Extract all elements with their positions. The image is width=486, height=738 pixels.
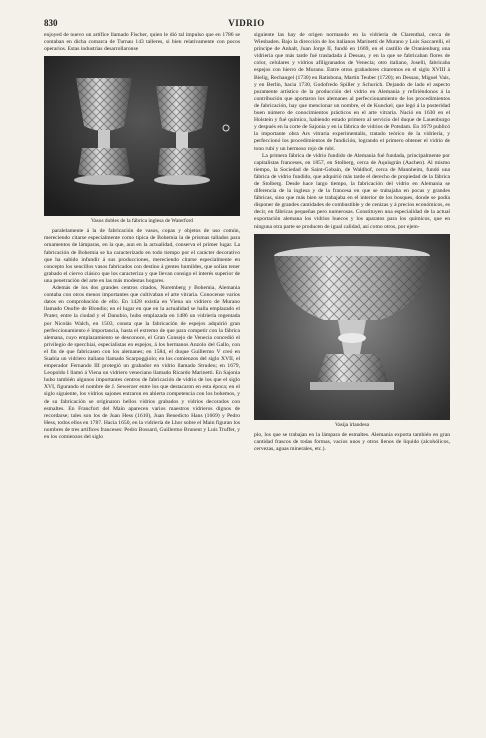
left-paragraph-1: paralelamente á la de fabricación de vasos, copas y objetos de uso común, mereciendo citarse especialmente como típica de Bohemia la de prismas tallados para ornamentos de lámparas, en la que, aun en la actualidad, conserva el primer lugar. La fabricación de Bohemia se ha caracterizado en todo tiempo por el carácter decorativo que ha sabido infundir á sus producciones, mereciendo citarse especialmente en concepto los sencillos vasos fabricados con destino á gentes humildes, que solían tener grabado el ciervo clásico que los caracteriza y que llevan consigo el interés superior de una penetración del arte en las más modestas hogares. xyxy=(44,228,240,284)
left-intro-paragraph: enjoyed de nuevo un artífice llamado Fischer, quien le dió tal impulso que en 1786 se contaban en dicha comarca de Turnau 143 talleres, si bien relativamente con pocos operarios. Estas industrias desarrollaronse xyxy=(44,32,240,53)
page-number: 830 xyxy=(44,18,58,28)
page-header xyxy=(44,18,449,32)
right-tail-paragraph: plo, los que se trabajan en la lámpara de esmaltes. Alemania exporta también en gran cantidad frascos de todas formas, vacíos unos y otros llenos de líquido (alcohólicos, cervezas, aguas minerales, etc.). xyxy=(254,431,450,452)
running-title: VIDRIO xyxy=(228,18,265,28)
waterford-glasses-photo xyxy=(44,56,240,216)
right-column xyxy=(254,32,450,453)
irish-vase-illustration xyxy=(254,234,450,420)
waterford-glasses-illustration xyxy=(44,56,240,216)
left-paragraph-2: Además de los dos grandes centros citados, Nuremberg y Bohemia, Alemania contaba con otros menos importantes que cultivaban el arte vitraria. Conocense varios datos en comprobación de ello. En 1428 existía en Viena un vidriero de Murano llamado Onofre de Blondio; en el lugar en que en la actualidad se halla emplazado el Prater, entre la ciudad y el Danubio, hubo emplazada en 1486 un vidriería regentada por Nicolás Walch, en 1503, consta que la fabricación de espejos adquirió gran perfeccionamiento é importancia, hasta el extremo de que para competir con la fábrica alemana, cuyo emplazamiento se desconoce, el Gran Consejo de Venecia concedió el privilegio de specchiai, especialistas en espejos, á los hermanos Anzolo del Gallo, con el fin de que fabricasen con los alemanes; en 1584, el duque Guillermo V creó en Suabia un vidriero italiano llamado Scarpoggiolo; en los comienzos del siglo XVII, el emperador Fernando III protegió un grabador en vidrio llamado Strudeu; en 1679, Leopoldo I llamó á Viena un vidriero veneciano llamado Ricardo Marinetti. En Sajonia hubo también algunos importantes centros de fabricación de vidrio de los que el siglo XVI, figurando el nombre de J. Sewerzer entre los que destacaron en esta época; en el siglo siguiente, los vidrios sajones entraron en abierta competencia con los bohemos, y de su fabricación se originaron bellos vidrios grabados y vidrios decorados con esmaltes. En Francfort del Main aparecen varios maestros vidrieros dignos de recordarse; tales son los de Juan Hess (1610), Juan Benedicto Hans (1669) y Pedro Hess, todos ellos en 1787. Hacia 1650, en la vidriería de Lhor sobre el Main figuran los nombres de tres artífices franceses: Pedro Bossard, Guillermo Brunent y Luis Truffet, y en los comienzos del siglo xyxy=(44,285,240,440)
right-paragraph-2: La primera fábrica de vidrio fundido de Alemania fué fundada, principalmente por capitalistas franceses, en 1857, en Stolberg, cerca de Aquisgrán (Aachen). Al mismo tiempo, la Sociedad de Saint-Gobain, de Waldhof, cerca de Mannheim, fundó una fábrica de vidrio fundido, que adquirió más tarde el derecho de propiedad de la fábrica de Stolberg. Desde hace largo tiempo, la fabricación del vidrio en Alemania se diferencia de la inglesa y de la francesa en que se trabajaba en pocas y grandes fábricas, sino que más bien se trabajaba en el interior de los bosques, donde se podía disponer de grandes cantidades de combustible y de cenizas y á precios económicos, es decir, en fábricas pequeñas pero numerosas. Constituyen una especialidad de la actual exportación alemana los vidrios huecos y los aparatos para los químicos, que en ninguna otra parte se producen de igual calidad, así como otros, por ejem- xyxy=(254,152,450,230)
right-paragraph-1: siguiente las hay de origen normando en la vidriería de Clarenthal, cerca de Wiesbaden. Bajo la dirección de los italianos Marinetti de Murano y Luis Saccarelli, el príncipe de Anhalt, Juan Jorge II, fundó en 1669, en el castillo de Oranienburg una vidriería que más tarde fué trasladada á Dessau, y en la que se fabricaban flores de color, celulares y vidrios afiligranados de Venecia; otro italiano, Joselli, fabricaba espejos con hierro de Murano. Entre otros grabadores citaremos en el siglo XVIII á Bielig, Rechangel (1730) en Ratisbona, Martín Teuber (1720); en Dessau, Miguel Vais, y en Berlín, hacia 1730, Godofredo Spiller y Schurich. Dejando de lado el aspecto puramente artístico de la producción del vidrio en Alemania y refiriéndonos á la contribución que aportaron los alemanes al perfeccionamiento de los procedimientos de fabricación, hay que mencionar un nombre, el de Kunckel, que legó á la posteridad buen número de conocimientos prácticos en el arte vitraria. Nació en 1630 en el Holstein y fué químico, habiendo estado primero al servicio del duque de Lauenburgo y después en la corte de Sajonia y en la fábrica de vidrios de Potsdam. En 1679 publicó la importante obra Ars vitraria experimentalis, tratado teórico de la vidriería, y perfeccionó los procedimientos de fundición, logrando el primero obtener el vidrio de tono rubí y un hermoso rojo de rubí. xyxy=(254,32,450,152)
irish-vase-caption: Vasija irlandesa xyxy=(335,421,369,428)
left-column xyxy=(44,32,240,441)
waterford-caption: Vasos dobles de la fábrica inglesa de Waterford xyxy=(91,218,193,225)
irish-vase-photo xyxy=(254,234,450,420)
